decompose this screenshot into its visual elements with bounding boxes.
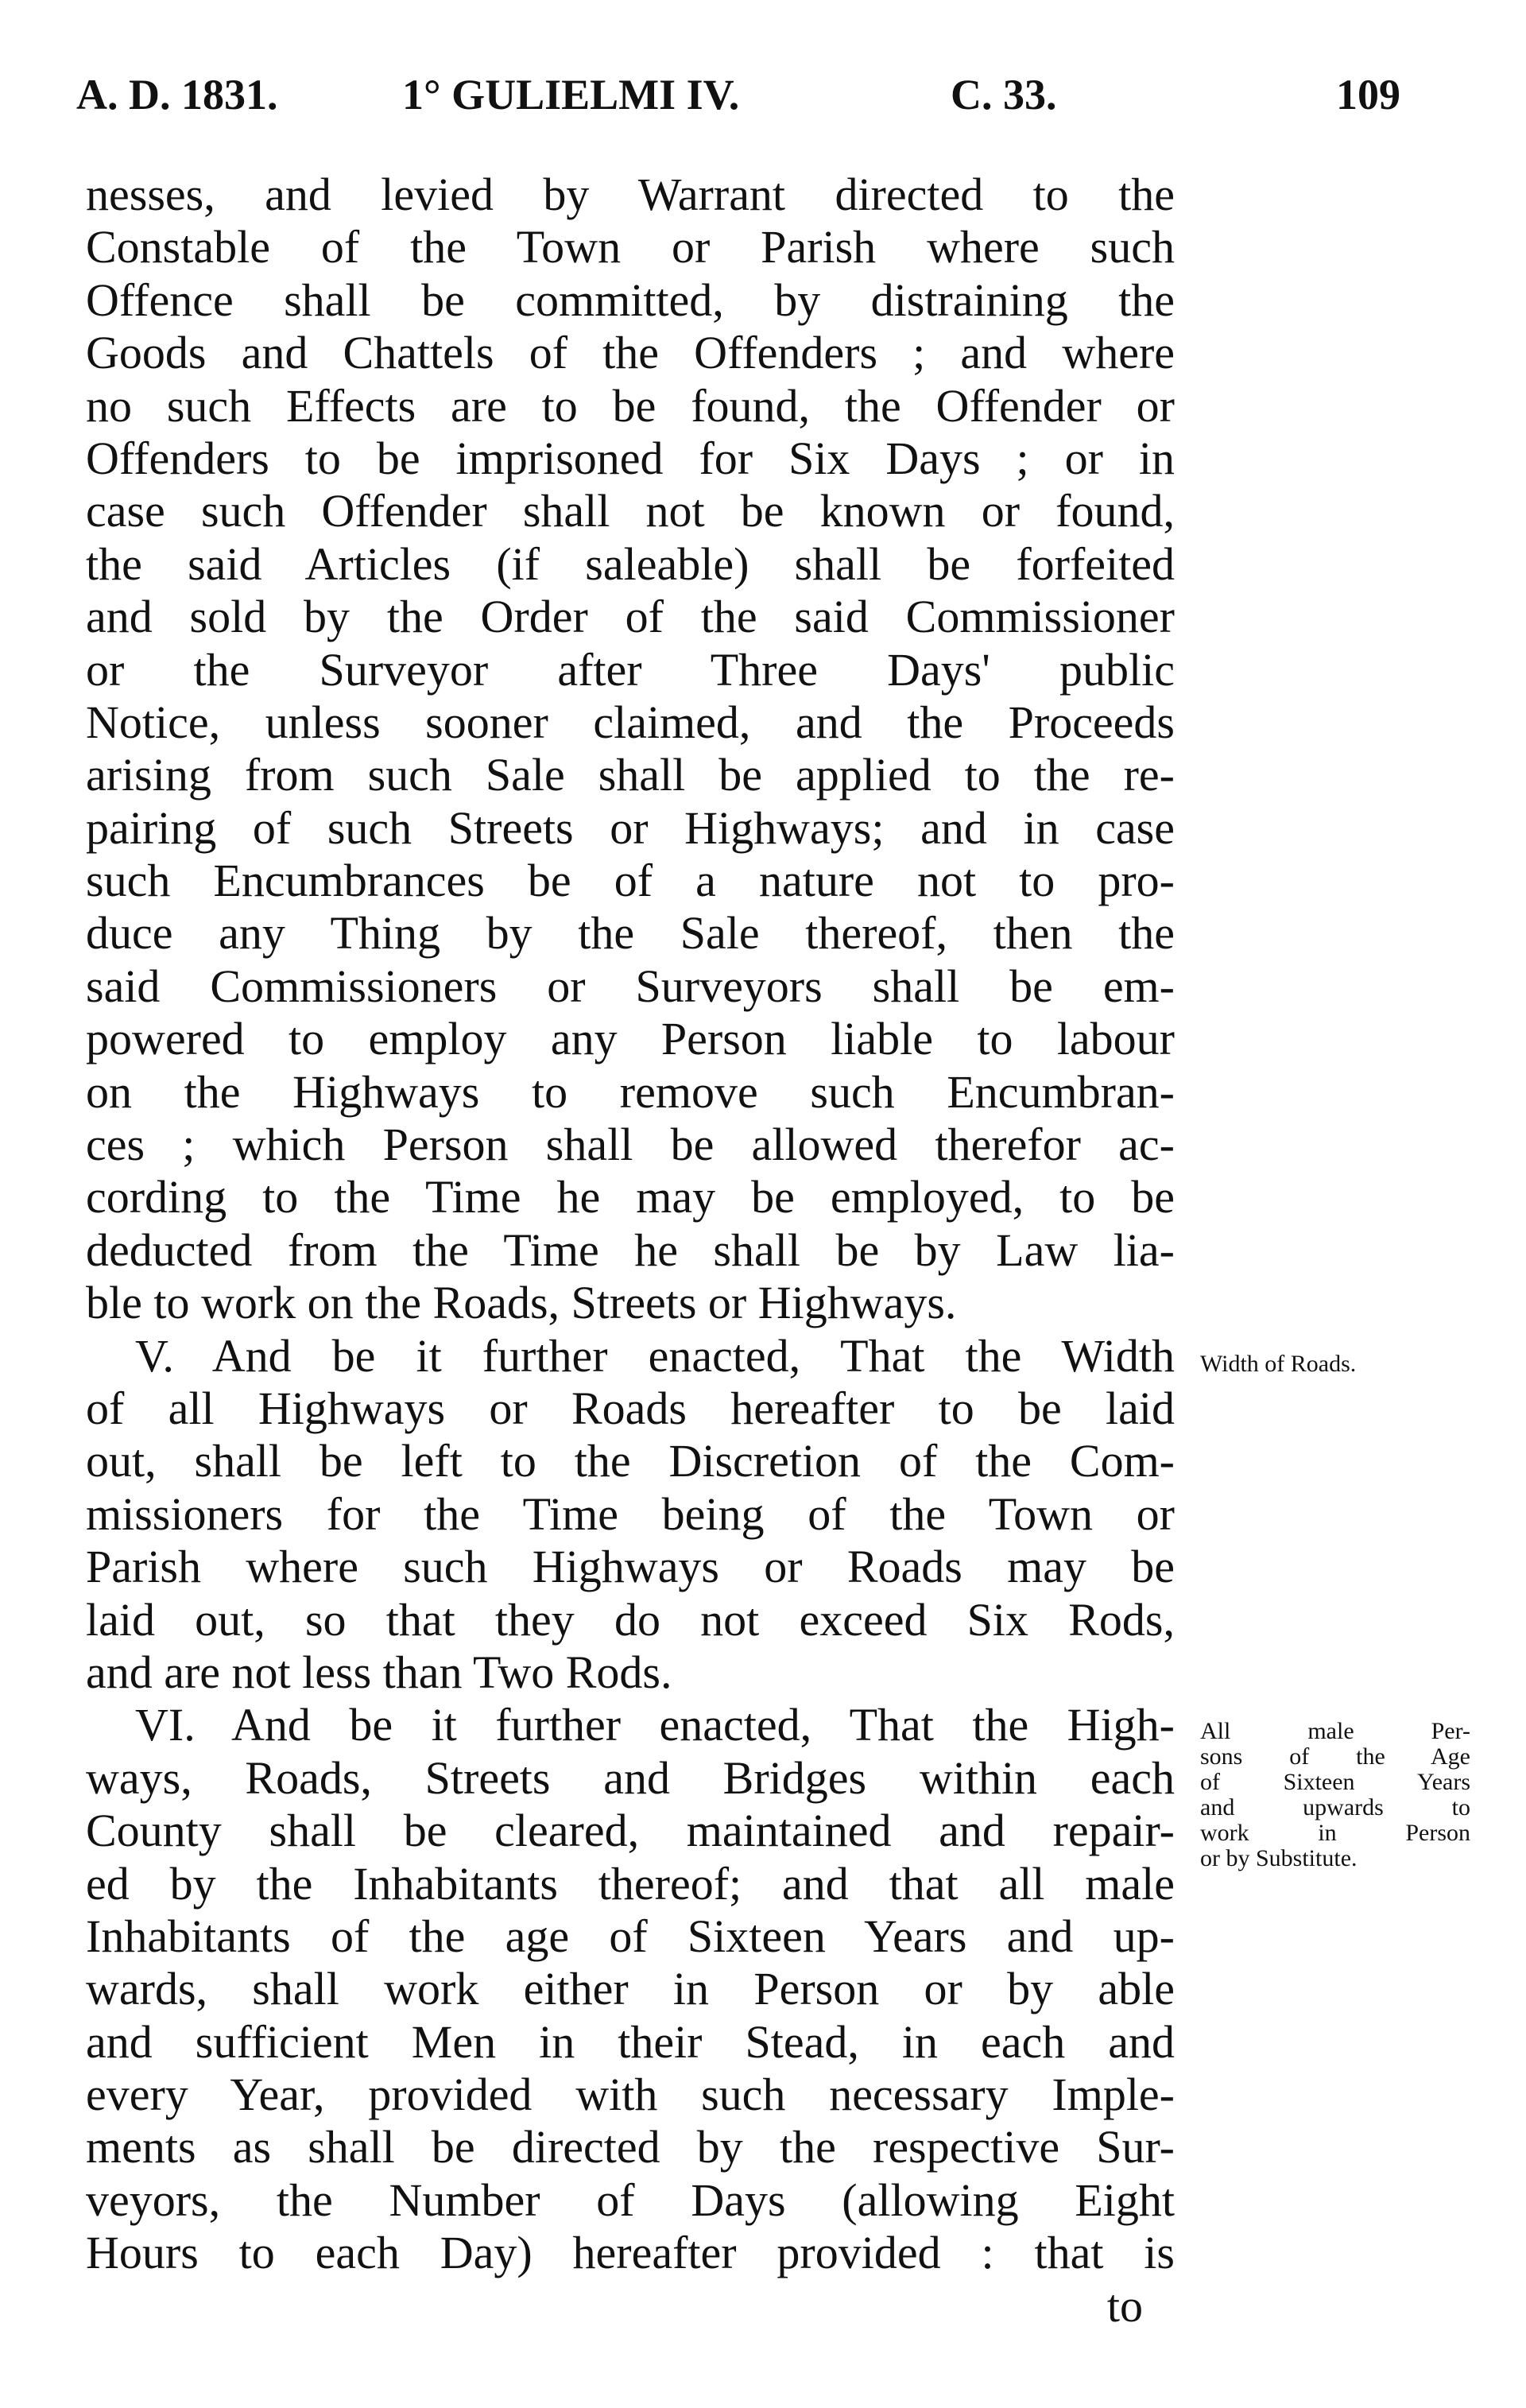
section-vi-start: VI. And be it further enacted, That the High- — [135, 1699, 1175, 1751]
text-line: Offence shall be committed, by distraining the — [86, 273, 1175, 326]
section-v-start: V. And be it further enacted, That the Width — [135, 1329, 1175, 1382]
margin-note-line: of Sixteen Years — [1200, 1769, 1470, 1795]
margin-note-width-of-roads — [1200, 1351, 1454, 1377]
header-reign: 1° GULIELMI IV. — [402, 71, 740, 118]
text-line: powered to employ any Person liable to labour — [86, 1013, 1175, 1065]
text-line: cording to the Time he may be employed, to be — [86, 1171, 1175, 1223]
text-line: and are not less than Two Rods. — [86, 1646, 672, 1698]
text-line: every Year, provided with such necessary Imple- — [86, 2069, 1175, 2121]
text-line: Inhabitants of the age of Sixteen Years and up- — [86, 1910, 1175, 1962]
text-line: on the Highways to remove such Encumbran- — [86, 1065, 1175, 1118]
text-line: such Encumbrances be of a nature not to pro- — [86, 855, 1175, 907]
text-line: the said Articles (if saleable) shall be forfeited — [86, 537, 1175, 590]
text-line: veyors, the Number of Days (allowing Eight — [86, 2173, 1175, 2226]
header-year: A. D. 1831. — [76, 71, 278, 118]
text-line: wards, shall work either in Person or by able — [86, 1963, 1175, 2015]
text-line: no such Effects are to be found, the Offender or — [86, 379, 1175, 432]
header-chapter: C. 33. — [951, 71, 1057, 118]
text-line: Constable of the Town or Parish where such — [86, 221, 1175, 273]
body-text — [86, 169, 1175, 2332]
text-line: Parish where such Highways or Roads may be — [86, 1541, 1175, 1593]
catchword: to — [1106, 2279, 1143, 2332]
text-line: Hours to each Day) hereafter provided : that is — [86, 2227, 1175, 2279]
text-line: or the Surveyor after Three Days' public — [86, 643, 1175, 696]
text-line: duce any Thing by the Sale thereof, then the — [86, 907, 1175, 960]
text-line: County shall be cleared, maintained and repair- — [86, 1805, 1175, 1857]
text-line: and sold by the Order of the said Commissioner — [86, 591, 1175, 643]
text-line: out, shall be left to the Discretion of the Com- — [86, 1435, 1175, 1487]
margin-note-line: or by Substitute. — [1200, 1845, 1358, 1871]
text-line: of all Highways or Roads hereafter to be laid — [86, 1382, 1175, 1434]
text-line: said Commissioners or Surveyors shall be em- — [86, 960, 1175, 1012]
text-line: pairing of such Streets or Highways; and in case — [86, 801, 1175, 854]
margin-note-line: sons of the Age — [1200, 1743, 1470, 1770]
text-line: Goods and Chattels of the Offenders ; and where — [86, 327, 1175, 379]
text-line: ed by the Inhabitants thereof; and that all male — [86, 1857, 1175, 1910]
text-line: missioners for the Time being of the Town or — [86, 1487, 1175, 1540]
text-line: ces ; which Person shall be allowed therefor ac- — [86, 1119, 1175, 1171]
text-line: deducted from the Time he shall be by Law lia- — [86, 1223, 1175, 1276]
margin-note-line: Width of Roads. — [1200, 1351, 1357, 1377]
text-line: arising from such Sale shall be applied to the re- — [86, 749, 1175, 801]
running-header — [76, 70, 1443, 134]
text-line: ways, Roads, Streets and Bridges within each — [86, 1751, 1175, 1804]
text-line: Offenders to be imprisoned for Six Days ; or in — [86, 432, 1175, 484]
margin-note-male-persons — [1200, 1719, 1470, 1871]
text-line: laid out, so that they do not exceed Six Rods, — [86, 1593, 1175, 1646]
text-line: ble to work on the Roads, Streets or Highways. — [86, 1277, 957, 1329]
text-line: ments as shall be directed by the respective Sur- — [86, 2121, 1175, 2173]
text-line: Notice, unless sooner claimed, and the Proceeds — [86, 696, 1175, 748]
margin-note-line: All male Per- — [1200, 1718, 1470, 1744]
page-number: 109 — [1336, 71, 1400, 118]
margin-note-line: work in Person — [1200, 1820, 1470, 1846]
margin-note-line: and upwards to — [1200, 1794, 1470, 1821]
text-line: nesses, and levied by Warrant directed to the — [86, 169, 1175, 220]
text-line: and sufficient Men in their Stead, in each and — [86, 2015, 1175, 2068]
text-line: case such Offender shall not be known or found, — [86, 485, 1175, 537]
